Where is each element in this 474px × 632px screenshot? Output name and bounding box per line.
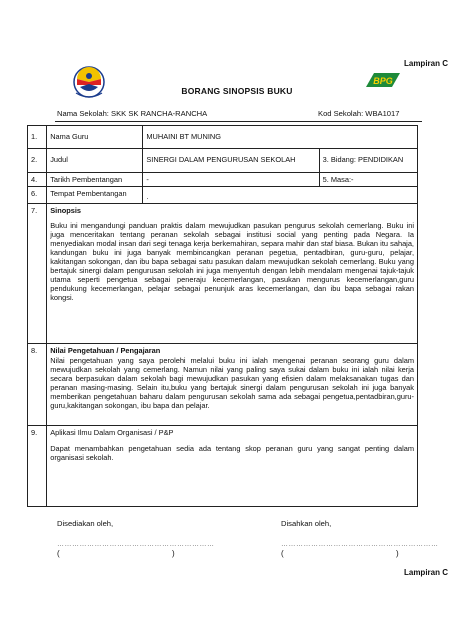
field-label: Tempat Pembentangan <box>47 187 143 204</box>
aplikasi-cell <box>47 426 418 507</box>
approved-by-label: Disahkan oleh, <box>281 519 332 528</box>
row-number: 8. <box>28 344 47 426</box>
masa-value: 5. Masa:- <box>319 173 417 187</box>
svg-text:BPG: BPG <box>373 76 393 86</box>
name-paren-close-left: ) <box>172 549 175 558</box>
synopsis-form-table <box>27 125 418 507</box>
sinopsis-cell <box>47 204 418 344</box>
nama-guru-value: MUHAINI BT MUNING <box>143 126 418 149</box>
prepared-by-label: Disediakan oleh, <box>57 519 114 528</box>
judul-value: SINERGI DALAM PENGURUSAN SEKOLAH <box>143 149 319 173</box>
tarikh-value: - <box>143 173 319 187</box>
row-tarikh <box>28 173 418 187</box>
school-code: Kod Sekolah: WBA1017 <box>318 109 400 118</box>
field-label: Nama Guru <box>47 126 143 149</box>
row-number: 6. <box>28 187 47 204</box>
form-title: BORANG SINOPSIS BUKU <box>181 86 293 96</box>
nilai-text: Nilai pengetahuan yang saya perolehi melalui buku ini ialah mengenai peranan seorang guru dalam mewujudkan sekolah yang cemerlang. Namun nilai yang paling saya sukai dalam buku ini ialah nilai kerja secara berpasukan dalam sekolah bagi mewujudkan pasukan yang efisien dalam melaksanakan tugas dan peranan masing-masing. Selain itu,buku yang bertajuk sinergi dalam pengurusan sekolah ini juga banyak memberikan pengetahuan baharu dalam pengurusan sekolah sama ada sebagai pengetua,pentadbiran,guru-guru,kakitangan sokongan, ibu bapa dan pelajar. <box>50 356 414 411</box>
bidang-value: 3. Bidang: PENDIDIKAN <box>319 149 417 173</box>
row-judul <box>28 149 418 173</box>
signature-line-left: ……………………………………………………… <box>57 541 215 548</box>
name-paren-close-right: ) <box>396 549 399 558</box>
section-title: Nilai Pengetahuan / Pengajaran <box>50 346 161 356</box>
divider-line <box>55 121 422 122</box>
row-number: 7. <box>28 204 47 344</box>
row-aplikasi <box>28 426 418 507</box>
section-title: Sinopsis <box>50 206 82 216</box>
lampiran-label-bottom: Lampiran C <box>403 568 448 577</box>
school-name: Nama Sekolah: SKK SK RANCHA-RANCHA <box>57 109 208 118</box>
aplikasi-text: Dapat menambahkan pengetahuan sedia ada tentang skop peranan guru yang sangat penting dalam organisasi sekolah. <box>50 444 414 463</box>
row-nilai <box>28 344 418 426</box>
field-label: Judul <box>47 149 143 173</box>
nilai-cell <box>47 344 418 426</box>
sinopsis-text: Buku ini mengandungi panduan praktis dalam mewujudkan pasukan pengurus sekolah cemerlang. Buku ini juga menceritakan tentang peranan sekolah sebagai institusi social yang penting pada Negara. Ia menyediakan modal insan dari segi tenaga kerja berkemahiran, separa mahir dan staf biasa. Bukan itu sahaja, kandungan buku ini juga banyak membincangkan peranan pegetua, pentadbiran, guru-guru, pelajar, kakitangan sokongan, dan ibu bapa sebagai satu pasukan dalam mewujudkan sekolah cemerlang. Buku yang bertajuk sinergi dalam pengurusan sekolah ini juga menyentuh dengan lebih mendalam mengenai tajuk-tajuk utama seperti pengetua sebagai peneraju kecemerlangan, pasukan mengurus kecemerlangan,guru pendukung kecemerlangan, pelajar sebagai penunjuk aras kecemerlangan, dan ibu bapa sebagai rakan kongsi. <box>50 221 414 303</box>
name-paren-open-right: ( <box>281 549 284 558</box>
row-number: 4. <box>28 173 47 187</box>
signature-line-right: ……………………………………………………… <box>281 541 439 548</box>
row-sinopsis <box>28 204 418 344</box>
tempat-value: . <box>143 187 418 204</box>
row-number: 9. <box>28 426 47 507</box>
section-title: Aplikasi Ilmu Dalam Organisasi / P&P <box>50 428 174 438</box>
name-paren-open-left: ( <box>57 549 60 558</box>
row-number: 1. <box>28 126 47 149</box>
field-label: Tarikh Pembentangan <box>47 173 143 187</box>
row-tempat <box>28 187 418 204</box>
row-nama-guru <box>28 126 418 149</box>
lampiran-label-top: Lampiran C <box>403 59 448 68</box>
row-number: 2. <box>28 149 47 173</box>
